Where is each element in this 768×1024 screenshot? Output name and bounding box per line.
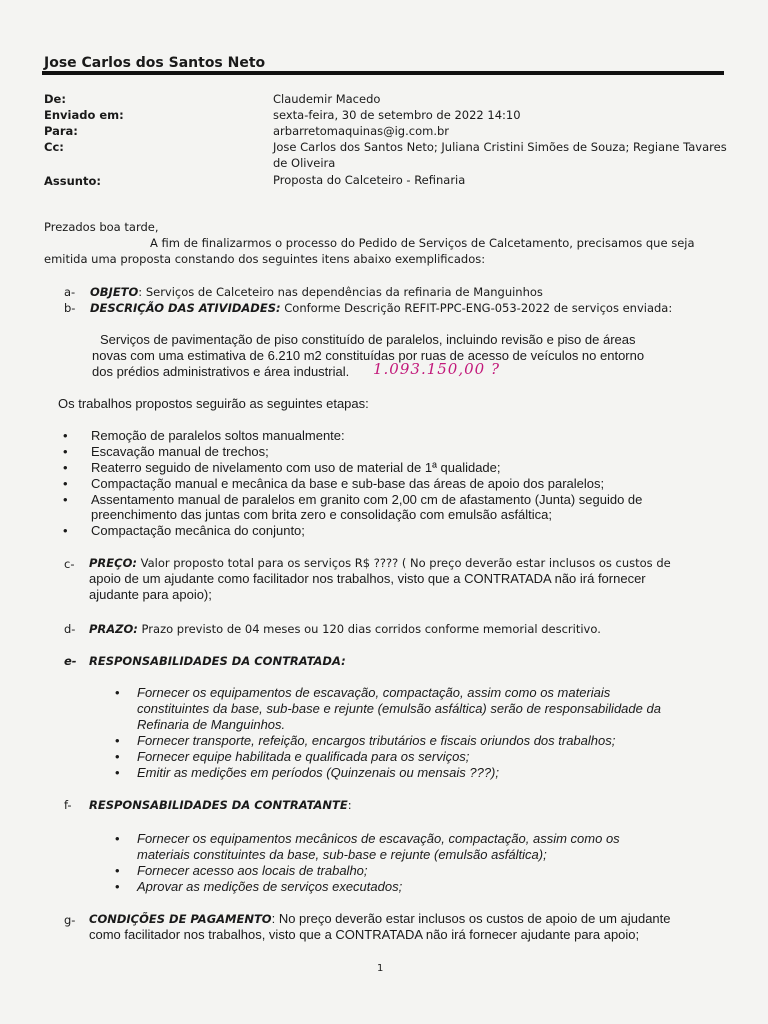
e-item-3: Fornecer equipe habilitada e qualificada para os serviços; bbox=[137, 749, 470, 764]
value-subject: Proposta do Calceteiro - Refinaria bbox=[273, 173, 466, 187]
e-item-2: Fornecer transporte, refeição, encargos tributários e fiscais oriundos dos trabalhos; bbox=[137, 733, 616, 748]
bullet: • bbox=[63, 476, 68, 491]
bullet: • bbox=[115, 749, 120, 764]
bullet: • bbox=[115, 863, 120, 878]
desc-line-2: novas com uma estimativa de 6.210 m2 constituídas por ruas de acesso de veículos no entorno bbox=[92, 348, 645, 363]
e-item-1-cont: constituintes da base, sub-base e rejunte (emulsão asfáltica) serão de responsabilidade da bbox=[137, 701, 661, 716]
item-b-text: Conforme Descrição REFIT-PPC-ENG-053-2022 de serviços enviada: bbox=[280, 301, 673, 315]
item-d-title: PRAZO: bbox=[89, 622, 138, 636]
bullet: • bbox=[63, 444, 68, 459]
item-f-marker: f- bbox=[64, 798, 72, 812]
label-from: De: bbox=[44, 92, 66, 106]
f-item-2: Fornecer acesso aos locais de trabalho; bbox=[137, 863, 368, 878]
item-b bbox=[90, 300, 672, 316]
item-c-title: PREÇO: bbox=[89, 556, 137, 570]
bullet: • bbox=[115, 685, 120, 700]
item-g-title: CONDIÇÕES DE PAGAMENTO bbox=[89, 912, 272, 926]
etapa-5: Assentamento manual de paralelos em granito com 2,00 cm de afastamento (Junta) seguido de bbox=[91, 492, 643, 507]
item-c-text: Valor proposto total para os serviços R$ ???? ( No preço deverão estar inclusos os custos de bbox=[136, 556, 671, 570]
item-b-title: DESCRIÇÃO DAS ATIVIDADES: bbox=[90, 301, 281, 315]
etapa-2: Escavação manual de trechos; bbox=[91, 444, 269, 459]
f-item-1: Fornecer os equipamentos mecânicos de escavação, compactação, assim como os bbox=[137, 831, 620, 846]
intro-line-1: A fim de finalizarmos o processo do Pedido de Serviços de Calcetamento, precisamos que seja bbox=[150, 236, 695, 250]
item-g bbox=[89, 911, 671, 927]
bullet: • bbox=[63, 523, 68, 538]
item-d-marker: d- bbox=[64, 622, 76, 636]
page-number: 1 bbox=[377, 963, 384, 974]
item-d-text: Prazo previsto de 04 meses ou 120 dias corridos conforme memorial descritivo. bbox=[137, 622, 601, 636]
f-item-3: Aprovar as medições de serviços executados; bbox=[137, 879, 403, 894]
e-item-1: Fornecer os equipamentos de escavação, compactação, assim como os materiais bbox=[137, 685, 611, 700]
etapa-1: Remoção de paralelos soltos manualmente: bbox=[91, 428, 345, 443]
header-rule bbox=[42, 71, 724, 75]
bullet: • bbox=[63, 492, 68, 507]
f-item-1-cont: materiais constituintes da base, sub-base e rejunte (emulsão asfáltica); bbox=[137, 847, 547, 862]
item-g-line2: como facilitador nos trabalhos, visto que a CONTRATADA não irá fornecer ajudante para apoio; bbox=[89, 927, 640, 942]
greeting: Prezados boa tarde, bbox=[44, 220, 159, 234]
bullet: • bbox=[115, 765, 120, 780]
item-f: RESPONSABILIDADES DA CONTRATANTE: bbox=[89, 798, 352, 812]
item-a-marker: a- bbox=[64, 285, 76, 299]
label-subject: Assunto: bbox=[44, 174, 101, 188]
value-cc: Jose Carlos dos Santos Neto; Juliana Cristini Simões de Souza; Regiane Tavares de Oliveira bbox=[273, 140, 727, 170]
etapas-intro: Os trabalhos propostos seguirão as seguintes etapas: bbox=[58, 396, 369, 411]
item-e-marker: e- bbox=[64, 654, 77, 668]
item-d bbox=[89, 621, 601, 637]
e-item-4: Emitir as medições em períodos (Quinzenais ou mensais ???); bbox=[137, 765, 499, 780]
etapa-4: Compactação manual e mecânica da base e sub-base das áreas de apoio dos paralelos; bbox=[91, 476, 605, 491]
bullet: • bbox=[63, 428, 68, 443]
desc-line-3: dos prédios administrativos e área industrial. bbox=[92, 364, 350, 379]
etapa-5-cont: preenchimento das juntas com brita zero e consolidação com emulsão asfáltica; bbox=[91, 507, 553, 522]
item-b-marker: b- bbox=[64, 301, 76, 315]
item-c-line3: ajudante para apoio); bbox=[89, 587, 212, 602]
item-c bbox=[89, 555, 671, 571]
item-g-text: : No preço deverão estar inclusos os custos de apoio de um ajudante bbox=[271, 911, 671, 926]
bullet: • bbox=[115, 733, 120, 748]
item-f-title: RESPONSABILIDADES DA CONTRATANTE bbox=[89, 798, 348, 812]
value-from: Claudemir Macedo bbox=[273, 92, 381, 106]
value-sent: sexta-feira, 30 de setembro de 2022 14:10 bbox=[273, 108, 521, 122]
intro-line-2: emitida uma proposta constando dos seguintes itens abaixo exemplificados: bbox=[44, 252, 486, 266]
label-cc: Cc: bbox=[44, 140, 64, 154]
item-c-marker: c- bbox=[64, 557, 75, 571]
etapa-6: Compactação mecânica do conjunto; bbox=[91, 523, 305, 538]
item-c-line2: apoio de um ajudante como facilitador nos trabalhos, visto que a CONTRATADA não irá fornecer bbox=[89, 571, 646, 586]
value-to: arbarretomaquinas@ig.com.br bbox=[273, 124, 449, 138]
item-a-text: : Serviços de Calceteiro nas dependências da refinaria de Manguinhos bbox=[138, 285, 543, 299]
handwritten-annotation: 1.093.150,00 ? bbox=[373, 360, 501, 378]
item-e-title: RESPONSABILIDADES DA CONTRATADA: bbox=[89, 654, 346, 668]
bullet: • bbox=[115, 831, 120, 846]
item-g-marker: g- bbox=[64, 913, 76, 927]
desc-line-1: Serviços de pavimentação de piso constituído de paralelos, incluindo revisão e piso de áreas bbox=[100, 332, 636, 347]
etapa-3: Reaterro seguido de nivelamento com uso de material de 1ª qualidade; bbox=[91, 460, 501, 475]
bullet: • bbox=[63, 460, 68, 475]
e-item-1-cont2: Refinaria de Manguinhos. bbox=[137, 717, 286, 732]
mailbox-owner-name: Jose Carlos dos Santos Neto bbox=[44, 55, 266, 71]
label-sent: Enviado em: bbox=[44, 108, 124, 122]
label-to: Para: bbox=[44, 124, 78, 138]
item-a-title: OBJETO bbox=[90, 285, 139, 299]
item-a bbox=[90, 284, 543, 300]
bullet: • bbox=[115, 879, 120, 894]
